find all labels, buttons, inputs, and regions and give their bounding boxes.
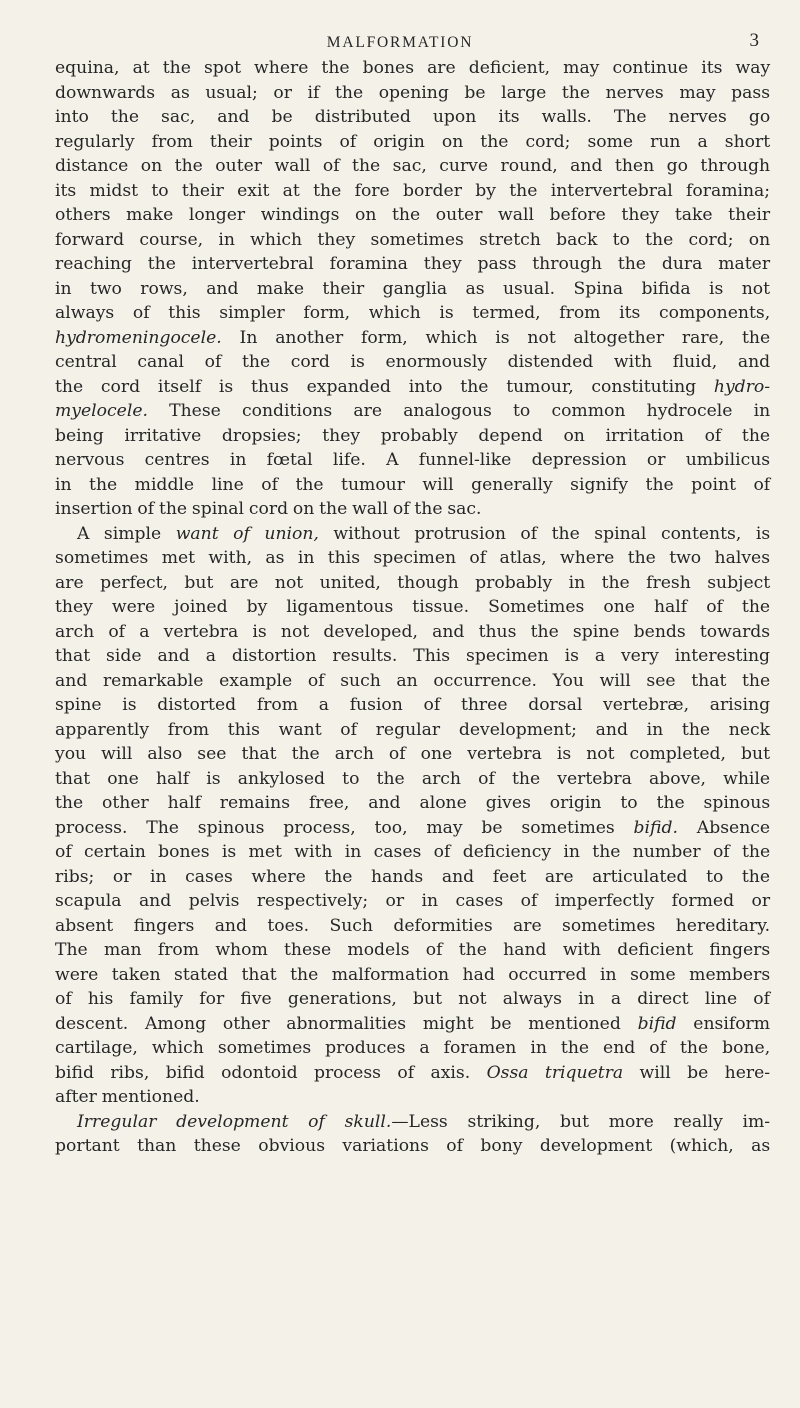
text-line: forward course, in which they sometimes stretch back to the cord; on bbox=[55, 229, 771, 250]
text-line: spine is distorted from a fusion of three dorsal vertebræ, arising bbox=[55, 695, 771, 715]
text-line: its midst to their exit at the fore border by the intervertebral foramina; bbox=[55, 180, 771, 201]
text-line: descent. Among other abnormalities might be mentioned bifid ensiform bbox=[55, 1013, 771, 1034]
text-line: myelocele. These conditions are analogous to common hydrocele in bbox=[55, 401, 771, 421]
text-line: apparently from this want of regular development; and in the neck bbox=[55, 719, 771, 740]
text-line: reaching the intervertebral foramina they pass through the dura mater bbox=[55, 254, 771, 274]
text-line: Irregular development of skull.—Less striking, but more really im- bbox=[77, 1111, 771, 1132]
text-line: are perfect, but are not united, though probably in the fresh subject bbox=[55, 572, 771, 593]
text-line: into the sac, and be distributed upon its walls. The nerves go bbox=[55, 107, 771, 127]
text-line: of his family for five generations, but not always in a direct line of bbox=[55, 989, 771, 1009]
running-header: MALFORMATION bbox=[326, 34, 474, 51]
text-line: absent fingers and toes. Such deformities are sometimes hereditary. bbox=[55, 915, 771, 936]
text-line: hydromeningocele. In another form, which is not altogether rare, the bbox=[55, 327, 771, 348]
text-line: always of this simpler form, which is termed, from its components, bbox=[55, 303, 771, 323]
text-line: equina, at the spot where the bones are deficient, may continue its way bbox=[55, 58, 771, 78]
text-line: they were joined by ligamentous tissue. Sometimes one half of the bbox=[55, 597, 771, 617]
text-line: central canal of the cord is enormously distended with fluid, and bbox=[55, 352, 771, 372]
text-line: that one half is ankylosed to the arch of the vertebra above, while bbox=[55, 768, 771, 789]
text-line: nervous centres in fœtal life. A funnel-like depression or umbilicus bbox=[55, 450, 771, 470]
text-line: sometimes met with, as in this specimen of atlas, where the two halves bbox=[55, 548, 771, 568]
text-line: being irritative dropsies; they probably depend on irritation of the bbox=[55, 425, 771, 446]
text-line: The man from whom these models of the hand with deficient fingers bbox=[55, 940, 771, 960]
body-text bbox=[55, 56, 775, 1159]
text-line: cartilage, which sometimes produces a foramen in the end of the bone, bbox=[55, 1038, 771, 1058]
text-line: you will also see that the arch of one vertebra is not completed, but bbox=[55, 744, 771, 764]
text-line: arch of a vertebra is not developed, and thus the spine bends towards bbox=[55, 621, 771, 642]
text-line: in the middle line of the tumour will generally signify the point of bbox=[55, 474, 771, 495]
text-line: after mentioned. bbox=[55, 1087, 200, 1107]
text-line: scapula and pelvis respectively; or in cases of imperfectly formed or bbox=[55, 891, 771, 911]
text-line: in two rows, and make their ganglia as usual. Spina bifida is not bbox=[55, 278, 771, 299]
text-line: insertion of the spinal cord on the wall of the sac. bbox=[55, 499, 482, 519]
text-line: others make longer windings on the outer wall before they take their bbox=[55, 205, 771, 225]
text-line: the other half remains free, and alone gives origin to the spinous bbox=[55, 793, 771, 813]
text-line: downwards as usual; or if the opening be large the nerves may pass bbox=[55, 82, 771, 103]
text-line: process. The spinous process, too, may be sometimes bifid. Absence bbox=[55, 817, 771, 838]
text-line: ribs; or in cases where the hands and feet are articulated to the bbox=[55, 866, 771, 887]
text-line: and remarkable example of such an occurrence. You will see that the bbox=[55, 670, 771, 691]
text-line: A simple want of union, without protrusion of the spinal contents, is bbox=[77, 523, 771, 544]
text-line: bifid ribs, bifid odontoid process of axis. Ossa triquetra will be here- bbox=[55, 1062, 771, 1083]
text-line: that side and a distortion results. This specimen is a very interesting bbox=[55, 646, 771, 666]
text-line: portant than these obvious variations of bony development (which, as bbox=[55, 1136, 771, 1156]
text-line: regularly from their points of origin on the cord; some run a short bbox=[55, 131, 771, 152]
text-line: distance on the outer wall of the sac, curve round, and then go through bbox=[55, 156, 771, 176]
text-line: the cord itself is thus expanded into the tumour, constituting hydro- bbox=[55, 376, 771, 397]
text-line: were taken stated that the malformation had occurred in some members bbox=[55, 964, 771, 985]
text-line: of certain bones is met with in cases of deficiency in the number of the bbox=[55, 842, 771, 862]
page-number: 3 bbox=[749, 30, 759, 51]
